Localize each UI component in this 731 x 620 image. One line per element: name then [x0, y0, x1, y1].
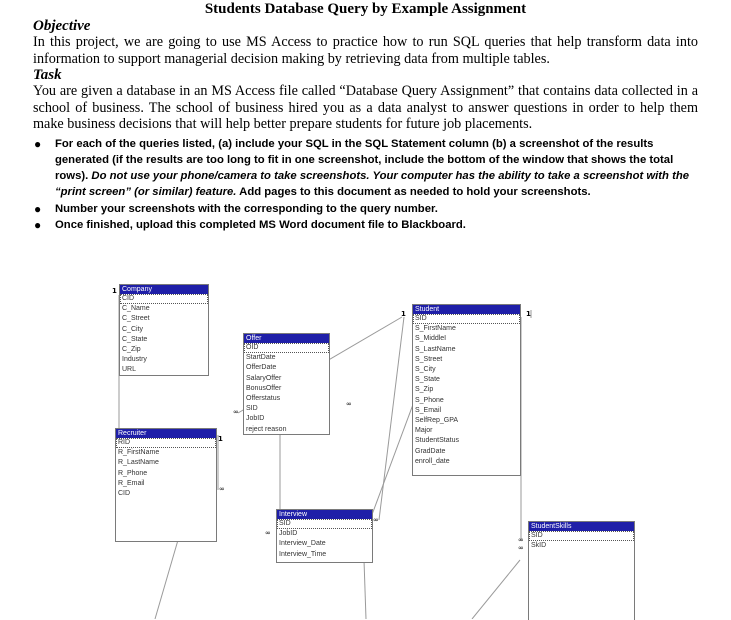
table-field[interactable]: S_State [415, 376, 440, 384]
table-header: Interview [277, 510, 372, 519]
recruiter-bottom-line [155, 540, 178, 619]
table-header: Company [120, 285, 208, 294]
table-field[interactable]: SelfRep_GPA [415, 417, 459, 425]
offer-table[interactable] [243, 333, 330, 435]
table-header: Offer [244, 334, 329, 343]
table-field[interactable]: enroll_date [415, 457, 450, 465]
table-field[interactable]: S_MiddleI [415, 335, 447, 343]
recruiter-table[interactable] [115, 428, 217, 542]
one-marker: 1 [218, 435, 223, 443]
bullet-icon: ● [34, 201, 42, 216]
task-paragraph: You are given a database in an MS Access file called “Database Query Assignment” that contains data collected in a school of business. The school of business hired you as a data analyst to answer questions in order to help them make business decisions that will help better prepare students for future job placements. [33, 83, 698, 132]
table-field[interactable]: SID [529, 531, 634, 541]
many-marker: ∞ [373, 516, 379, 524]
many-marker: ∞ [265, 529, 271, 537]
table-field[interactable]: StartDate [246, 354, 276, 362]
table-field[interactable]: OID [244, 343, 329, 353]
table-field[interactable]: SkID [531, 542, 547, 550]
many-marker: ∞ [518, 544, 524, 552]
table-field[interactable]: S_LastName [415, 345, 456, 353]
table-field[interactable]: reject reason [246, 425, 287, 433]
document-title: Students Database Query by Example Assignment [204, 1, 527, 17]
table-header: StudentSkills [529, 522, 634, 531]
table-field[interactable]: BonusOffer [246, 384, 282, 392]
skills-bottom-line [472, 560, 520, 619]
table-field[interactable]: CID [118, 490, 131, 498]
many-marker: ∞ [518, 536, 524, 544]
table-field[interactable]: SID [277, 519, 372, 529]
table-field[interactable]: S_Email [415, 406, 442, 414]
table-field[interactable]: StudentStatus [415, 437, 459, 445]
table-field[interactable]: S_Phone [415, 396, 444, 404]
table-field[interactable]: S_Zip [415, 386, 434, 394]
company-table[interactable] [119, 284, 209, 376]
table-field[interactable]: S_Street [415, 355, 443, 363]
table-field[interactable]: JobID [246, 415, 265, 423]
table-field[interactable]: SID [246, 405, 258, 413]
interview-table[interactable] [276, 509, 373, 563]
bullet-icon: ● [34, 217, 42, 232]
one-marker: 1 [112, 287, 117, 295]
instruction-tail-text: Add pages to this document as needed to hold your screenshots. [236, 186, 591, 199]
interview-bottom-line [364, 560, 366, 619]
many-marker: ∞ [346, 400, 352, 408]
table-field[interactable]: S_City [415, 366, 436, 374]
many-marker: ∞ [219, 485, 225, 493]
table-field[interactable]: R_Phone [118, 469, 148, 477]
table-field[interactable]: C_Name [122, 305, 150, 313]
table-field[interactable]: S_FirstName [415, 325, 456, 333]
one-marker: 1 [526, 310, 531, 318]
table-field[interactable]: RID [116, 438, 216, 448]
table-field[interactable]: JobID [279, 530, 298, 538]
task-heading: Task [33, 67, 62, 83]
table-header: Student [413, 305, 520, 314]
table-field[interactable]: OfferDate [246, 364, 277, 372]
instruction-italic-text: Do not use your phone/camera to take screenshots. Your computer has the ability to take a screenshot with the “print screen” (or similar) feature. [55, 170, 690, 199]
table-field[interactable]: C_Street [122, 315, 150, 323]
objective-paragraph: In this project, we are going to use MS Access to practice how to run SQL queries that help transform data into information to support managerial decision making by retrieving data from multiple tables. [33, 34, 698, 67]
table-field[interactable]: Industry [122, 356, 147, 364]
instruction-text: For each of the queries listed, (a) include your SQL in the SQL Statement column (b) a screenshot of the results generated (if the results are too long to fit in one screenshot, include the bottom of the window that shows the total rows). [55, 137, 674, 183]
instruction-text: Number your screenshots with the corresponding to the query number. [55, 202, 438, 215]
bullet-icon: ● [34, 136, 42, 151]
objective-heading: Objective [33, 18, 91, 34]
one-marker: 1 [401, 310, 406, 318]
table-field[interactable]: C_Zip [122, 346, 141, 354]
table-field[interactable]: SID [413, 314, 520, 324]
table-field[interactable]: URL [122, 366, 137, 374]
student-interview-line [379, 317, 404, 520]
table-field[interactable]: R_LastName [118, 459, 159, 467]
instruction-text: Once finished, upload this completed MS Word document file to Blackboard. [55, 218, 466, 231]
many-marker: ∞ [233, 408, 239, 416]
table-field[interactable]: CID [120, 294, 208, 304]
table-field[interactable]: SalaryOffer [246, 374, 282, 382]
table-header: Recruiter [116, 429, 216, 438]
table-field[interactable]: Interview_Date [279, 540, 326, 548]
table-field[interactable]: GradDate [415, 447, 446, 455]
table-field[interactable]: Interview_Time [279, 550, 327, 558]
table-field[interactable]: Major [415, 427, 433, 435]
student-table[interactable] [412, 304, 521, 476]
table-field[interactable]: R_FirstName [118, 449, 160, 457]
studentskills-table[interactable] [528, 521, 635, 620]
table-field[interactable]: C_City [122, 325, 144, 333]
table-field[interactable]: Offerstatus [246, 395, 281, 403]
table-field[interactable]: C_State [122, 335, 148, 343]
table-field[interactable]: R_Email [118, 479, 145, 487]
